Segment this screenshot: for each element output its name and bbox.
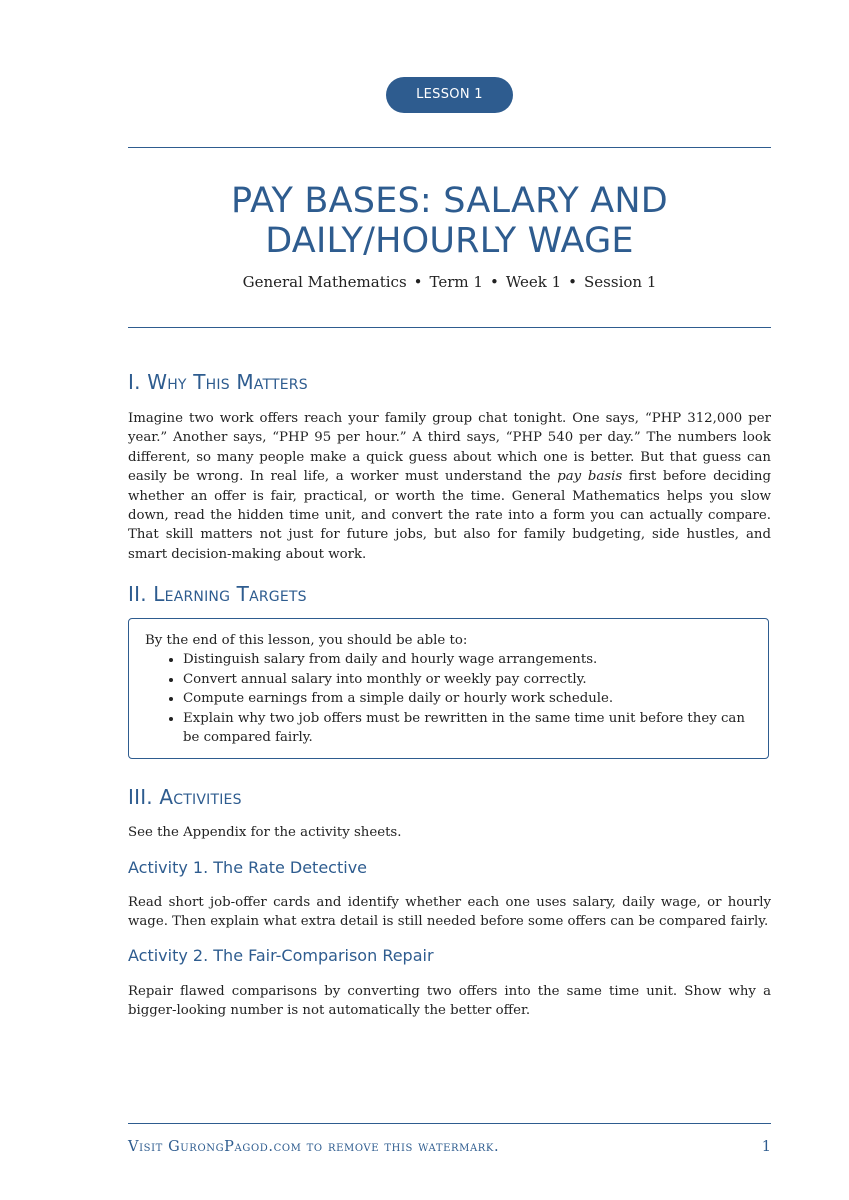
meta-subject: General Mathematics — [242, 273, 407, 291]
why-text-end: first before deciding whether an offer is fair, practical, or worth the time. General Mathematics helps you slow down, read the hidden time unit, and convert the rate into a form you can actually compare. That skill matters not just for future jobs, but also for family budgeting, side hustles, and smart decision-making about work. — [128, 469, 771, 562]
page-title-line-1: PAY BASES: SALARY AND — [231, 181, 668, 221]
meta-separator: • — [568, 273, 578, 291]
lesson-badge: LESSON 1 — [386, 77, 513, 113]
target-item: • Compute earnings from a simple daily or hourly work schedule. — [183, 689, 752, 708]
activities-intro: See the Appendix for the activity sheets. — [128, 825, 402, 840]
meta-term: Term 1 — [429, 273, 483, 291]
page-number: 1 — [761, 1139, 771, 1155]
activity-2-title: Activity 2. The Fair-Comparison Repair — [128, 946, 434, 965]
page-title-line-2: DAILY/HOURLY WAGE — [265, 221, 634, 261]
meta-separator: • — [489, 273, 499, 291]
why-paragraph — [128, 409, 771, 564]
meta-week: Week 1 — [505, 273, 562, 291]
footer-rule — [128, 1123, 771, 1124]
lesson-page — [128, 0, 771, 1200]
footer-watermark: Visit GurongPagod.com to remove this watermark. — [128, 1139, 500, 1155]
title-bottom-rule — [128, 327, 771, 328]
activity-1-title: Activity 1. The Rate Detective — [128, 858, 367, 877]
why-text-start: Imagine two work offers reach your family group chat tonight. One says, “PHP 312,000 per year.” Another says, “PHP 95 per hour.” A third says, “PHP 540 per day.” The numbers look different, so many people make a quick guess about which one is better. But that guess can easily be wrong. In real life, a worker must understand the — [128, 411, 771, 485]
targets-intro: By the end of this lesson, you should be able to: — [145, 633, 468, 648]
section-heading-targets: II. Learning Targets — [128, 582, 307, 606]
activity-1-text: Read short job-offer cards and identify whether each one uses salary, daily wage, or hourly wage. Then explain what extra detail is still needed before some offers can be compared fairly. — [128, 895, 771, 930]
learning-targets-box — [128, 618, 769, 759]
target-item: • Convert annual salary into monthly or weekly pay correctly. — [183, 670, 752, 689]
section-heading-why: I. Why This Matters — [128, 370, 308, 394]
meta-session: Session 1 — [584, 273, 657, 291]
meta-separator: • — [413, 273, 423, 291]
page-title — [128, 181, 771, 261]
badge-container — [128, 77, 771, 113]
activity-2-text: Repair flawed comparisons by converting two offers into the same time unit. Show why a bigger-looking number is not automatically the better offer. — [128, 984, 771, 1019]
title-top-rule — [128, 147, 771, 148]
why-emphasis: pay basis — [557, 469, 623, 485]
targets-list — [145, 650, 752, 747]
target-item: • Distinguish salary from daily and hourly wage arrangements. — [183, 650, 752, 669]
section-heading-activities: III. Activities — [128, 785, 242, 809]
target-item: • Explain why two job offers must be rewritten in the same time unit before they can be compared fairly. — [183, 709, 752, 748]
lesson-meta — [128, 272, 771, 292]
